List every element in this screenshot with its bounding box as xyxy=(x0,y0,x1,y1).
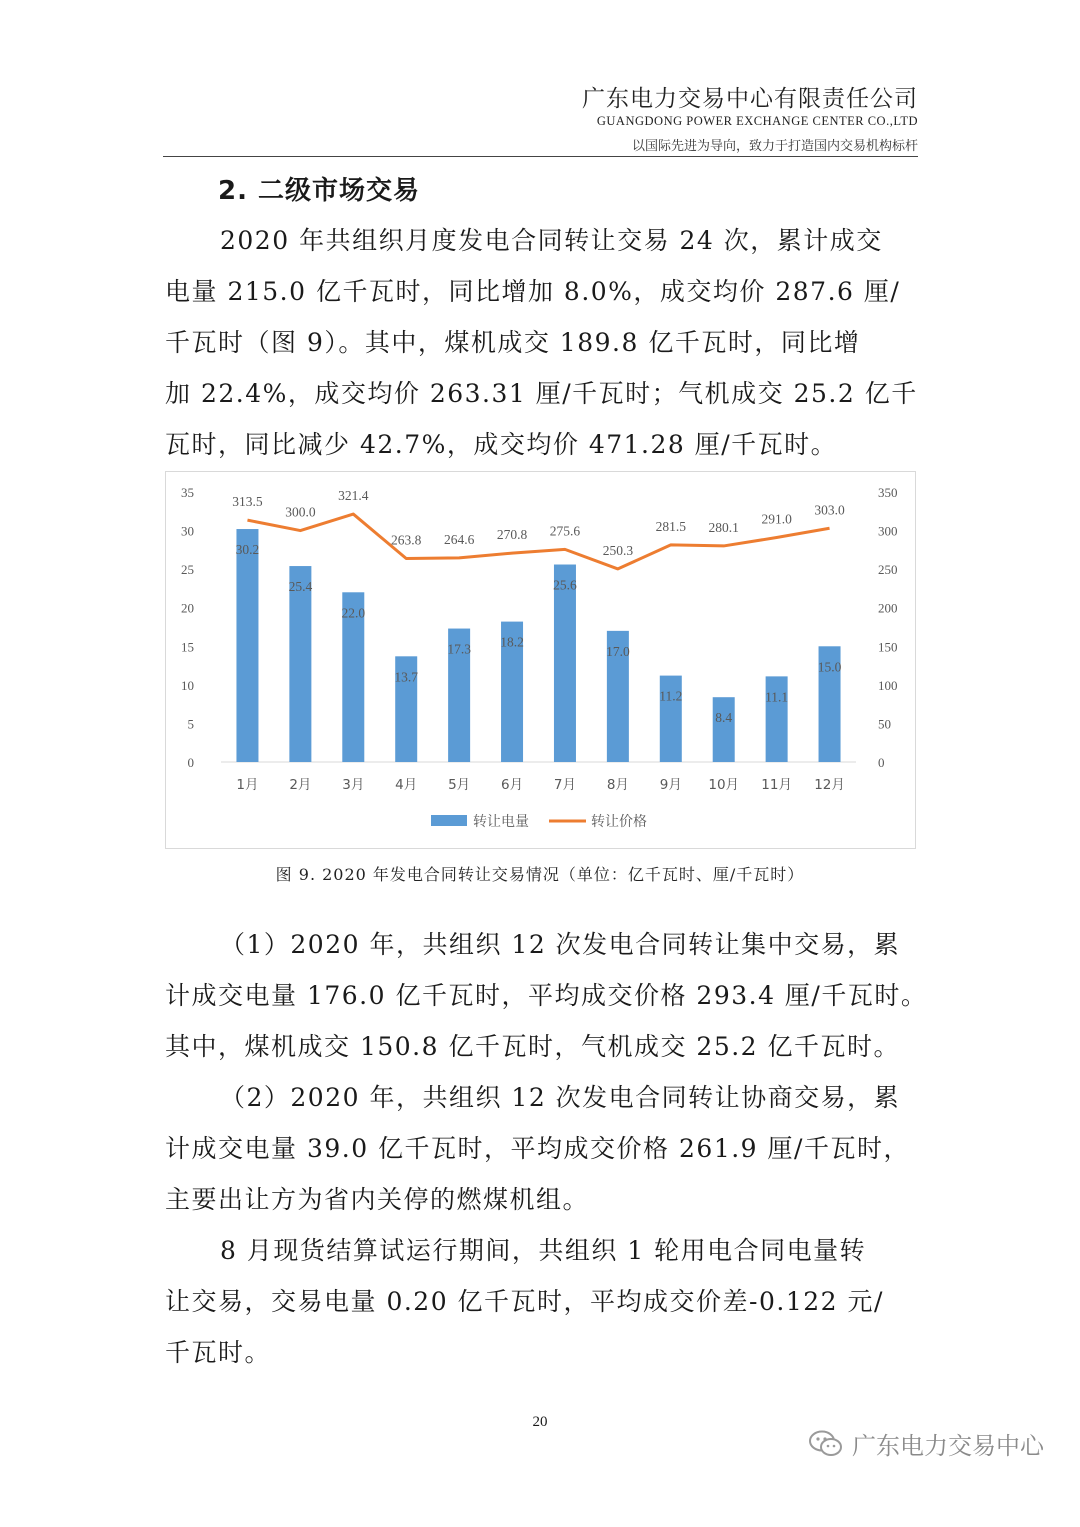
text-line: 让交易，交易电量 0.20 亿千瓦时，平均成交价差-0.122 元/ xyxy=(165,1287,884,1316)
text-line: 千瓦时（图 9）。其中，煤机成交 189.8 亿千瓦时，同比增 xyxy=(165,328,861,357)
x-tick-label: 8月 xyxy=(606,777,629,793)
line-data-label: 303.0 xyxy=(814,502,845,518)
letterhead-company-cn: 广东电力交易中心有限责任公司 xyxy=(582,86,918,112)
y-right-tick-label: 50 xyxy=(878,716,891,732)
intro-paragraph xyxy=(165,215,918,470)
line-data-label: 270.8 xyxy=(496,527,528,543)
line-data-label: 281.5 xyxy=(655,518,686,534)
bar-transfer-volume xyxy=(236,529,258,762)
x-tick-label: 1月 xyxy=(236,777,259,793)
text-line: 8 月现货结算试运行期间，共组织 1 轮用电合同电量转 xyxy=(220,1236,867,1265)
bar-data-label: 17.3 xyxy=(447,641,471,657)
bar-data-label: 15.0 xyxy=(817,659,842,675)
bar-transfer-volume xyxy=(554,565,576,762)
line-data-label: 263.8 xyxy=(391,532,422,548)
paragraph-centralized-trading xyxy=(165,919,928,1072)
text-line: 2020 年共组织月度发电合同转让交易 24 次，累计成交 xyxy=(220,226,883,255)
y-right-tick-label: 150 xyxy=(878,639,898,655)
line-data-label: 300.0 xyxy=(285,504,316,520)
text-line: （2）2020 年，共组织 12 次发电合同转让协商交易，累 xyxy=(220,1083,901,1112)
x-tick-label: 3月 xyxy=(342,777,365,793)
line-data-label: 250.3 xyxy=(602,542,634,558)
letterhead-company-en: GUANGDONG POWER EXCHANGE CENTER CO.,LTD xyxy=(596,114,918,128)
text-line: （1）2020 年，共组织 12 次发电合同转让集中交易，累 xyxy=(220,930,901,959)
x-tick-label: 4月 xyxy=(395,777,418,793)
y-right-tick-label: 200 xyxy=(878,600,898,616)
legend-label-line: 转让价格 xyxy=(591,814,647,830)
y-left-tick-label: 5 xyxy=(187,716,194,732)
y-left-tick-label: 25 xyxy=(181,562,194,578)
bar-data-label: 25.6 xyxy=(553,577,577,593)
bar-data-label: 17.0 xyxy=(606,643,630,659)
text-line: 计成交电量 176.0 亿千瓦时，平均成交价格 293.4 厘/千瓦时。 xyxy=(165,981,928,1010)
legend-label-bar: 转让电量 xyxy=(473,814,529,830)
bar-transfer-volume xyxy=(289,566,311,762)
text-line: 电量 215.0 亿千瓦时，同比增加 8.0%，成交均价 287.6 厘/ xyxy=(165,277,901,306)
legend-swatch-bar xyxy=(431,815,467,826)
line-data-label: 291.0 xyxy=(761,511,792,527)
y-left-tick-label: 0 xyxy=(187,755,194,770)
y-right-tick-label: 0 xyxy=(878,755,885,770)
paragraph-spot-trial xyxy=(165,1225,915,1378)
x-tick-label: 10月 xyxy=(708,777,740,793)
bar-data-label: 18.2 xyxy=(500,634,524,650)
line-data-label: 321.4 xyxy=(338,488,369,504)
line-data-label: 275.6 xyxy=(549,523,581,539)
y-left-tick-label: 20 xyxy=(181,600,194,616)
x-tick-label: 5月 xyxy=(448,777,471,793)
text-line: 主要出让方为省内关停的燃煤机组。 xyxy=(165,1185,590,1214)
line-data-label: 280.1 xyxy=(708,519,739,535)
watermark xyxy=(808,1426,1044,1461)
watermark-text: 广东电力交易中心 xyxy=(852,1432,1044,1460)
y-left-tick-label: 15 xyxy=(181,639,194,655)
wechat-icon xyxy=(808,1429,844,1459)
x-tick-label: 12月 xyxy=(814,777,845,793)
y-right-tick-label: 100 xyxy=(878,677,898,693)
x-tick-label: 7月 xyxy=(553,777,577,793)
y-right-tick-label: 250 xyxy=(878,562,898,578)
page-number: 20 xyxy=(532,1414,548,1430)
y-left-tick-label: 35 xyxy=(181,485,194,500)
letterhead-divider xyxy=(163,156,918,157)
y-right-tick-label: 300 xyxy=(878,523,898,539)
line-data-label: 313.5 xyxy=(232,494,263,510)
x-tick-label: 2月 xyxy=(289,777,312,793)
text-line: 计成交电量 39.0 亿千瓦时，平均成交价格 261.9 厘/千瓦时， xyxy=(165,1134,910,1163)
paragraph-negotiated-trading xyxy=(165,1072,915,1225)
bar-data-label: 8.4 xyxy=(715,710,733,726)
text-line: 加 22.4%，成交均价 263.31 厘/千瓦时；气机成交 25.2 亿千 xyxy=(165,379,918,408)
bar-transfer-volume xyxy=(713,697,735,762)
y-left-tick-label: 30 xyxy=(181,523,194,539)
bar-data-label: 13.7 xyxy=(394,669,419,685)
text-line: 千瓦时。 xyxy=(165,1338,272,1367)
bar-data-label: 11.1 xyxy=(765,689,789,705)
x-tick-label: 9月 xyxy=(659,777,682,793)
section-heading: 2. 二级市场交易 xyxy=(218,176,421,206)
text-line: 其中，煤机成交 150.8 亿千瓦时，气机成交 25.2 亿千瓦时。 xyxy=(165,1032,901,1061)
chart-canvas xyxy=(166,472,915,848)
y-left-tick-label: 10 xyxy=(181,677,194,693)
chart-caption: 图 9. 2020 年发电合同转让交易情况（单位：亿千瓦时、厘/千瓦时） xyxy=(275,865,805,884)
x-tick-label: 6月 xyxy=(500,777,524,793)
text-line: 瓦时，同比减少 42.7%，成交均价 471.28 厘/千瓦时。 xyxy=(165,430,838,459)
bar-data-label: 30.2 xyxy=(235,542,260,558)
transfer-trading-chart xyxy=(165,471,916,849)
bar-data-label: 22.0 xyxy=(341,605,366,621)
bar-data-label: 11.2 xyxy=(659,688,683,704)
bar-data-label: 25.4 xyxy=(288,579,313,595)
y-right-tick-label: 350 xyxy=(878,485,898,500)
line-data-label: 264.6 xyxy=(443,531,475,547)
letterhead-slogan: 以国际先进为导向，致力于打造国内交易机构标杆 xyxy=(631,139,918,154)
x-tick-label: 11月 xyxy=(761,777,792,793)
